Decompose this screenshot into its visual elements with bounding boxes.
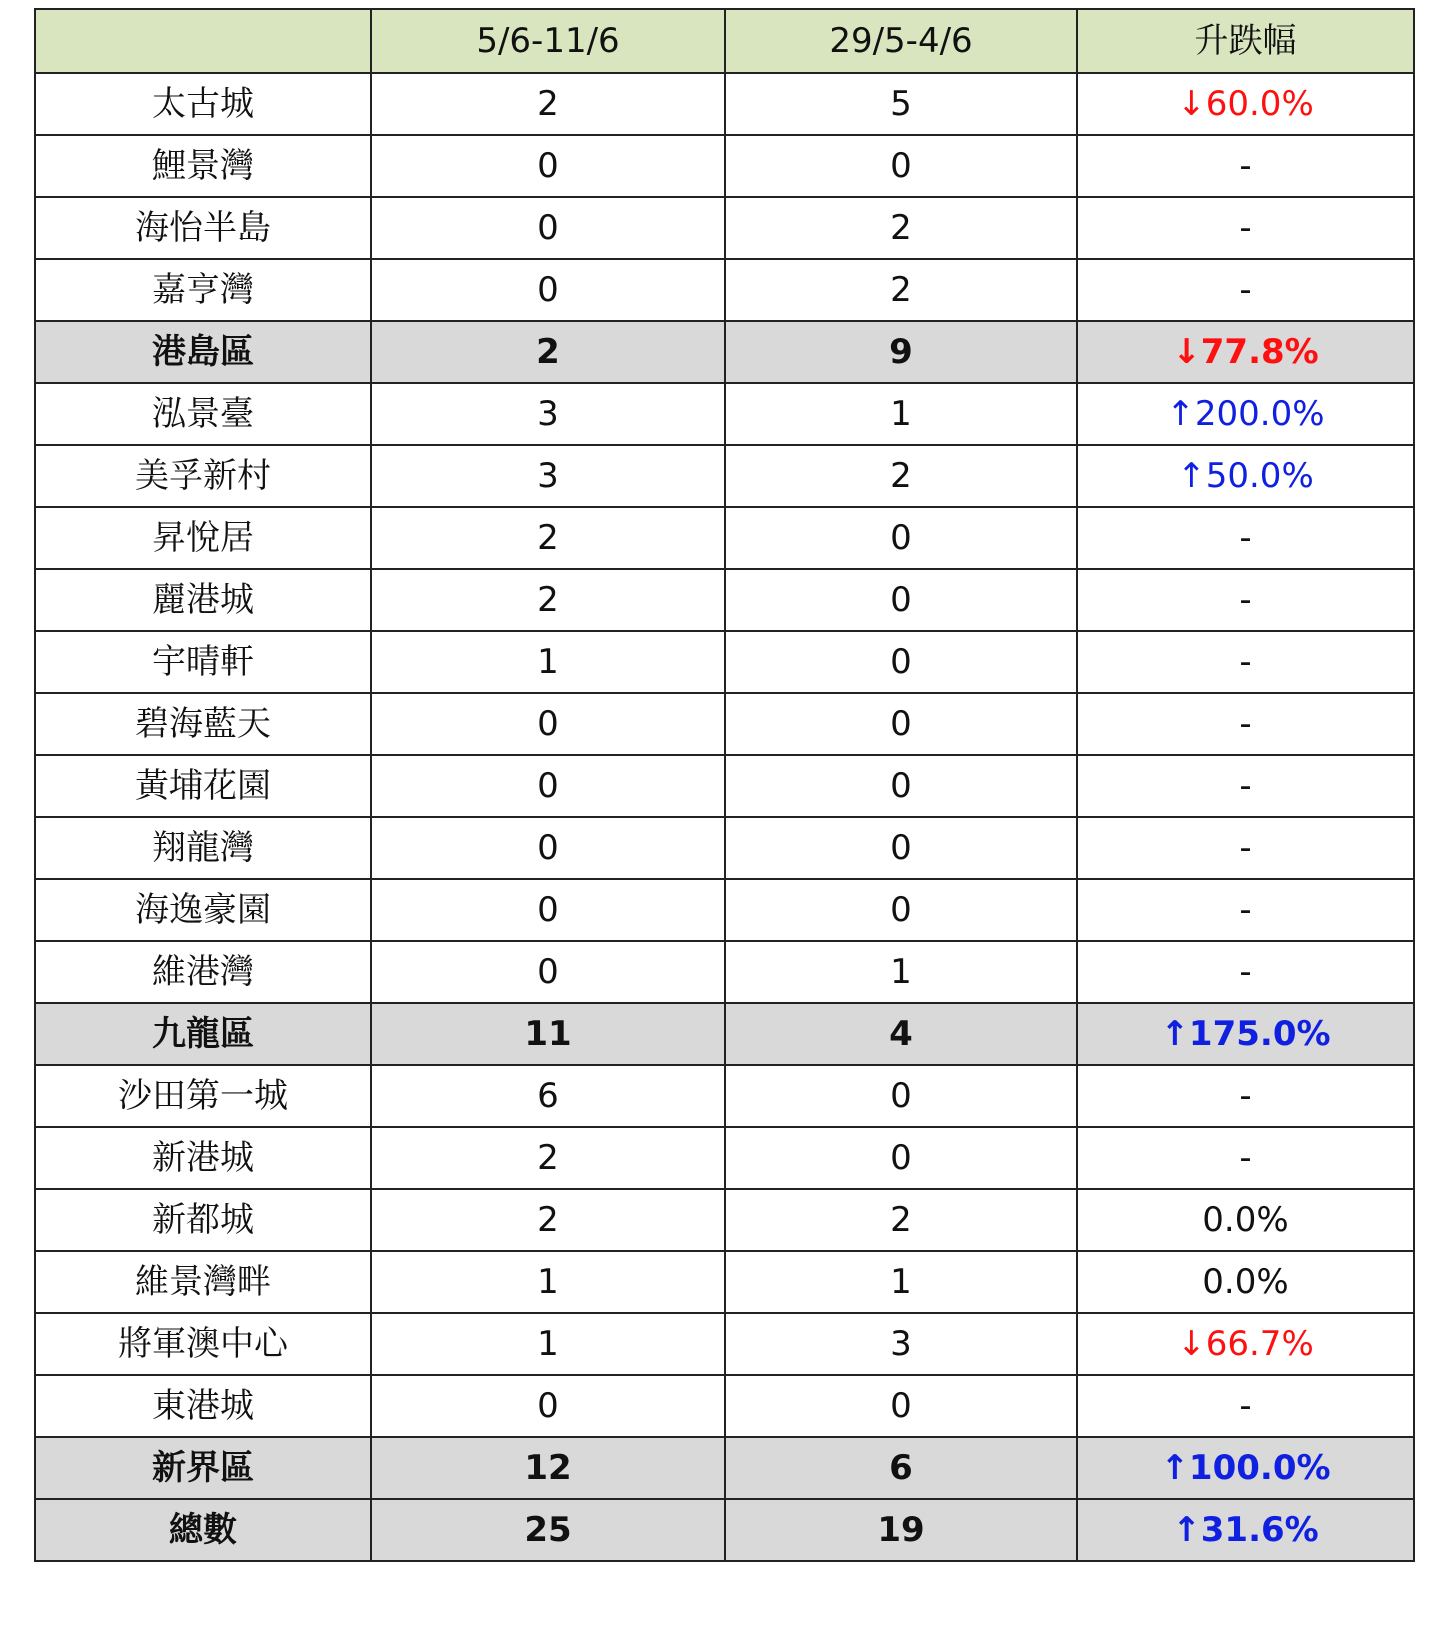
estate-name-cell: 新都城	[35, 1189, 371, 1251]
last-week-count-cell: 2	[725, 445, 1077, 507]
last-week-count-cell: 0	[725, 1127, 1077, 1189]
table-row	[35, 259, 1414, 321]
table-row	[35, 755, 1414, 817]
table-row	[35, 445, 1414, 507]
change-cell: -	[1077, 1127, 1414, 1189]
header-last-week: 29/5-4/6	[725, 9, 1077, 73]
estate-name-cell: 九龍區	[35, 1003, 371, 1065]
this-week-count-cell: 6	[371, 1065, 725, 1127]
this-week-count-cell: 0	[371, 817, 725, 879]
table-row	[35, 879, 1414, 941]
last-week-count-cell: 0	[725, 135, 1077, 197]
this-week-count-cell: 1	[371, 631, 725, 693]
change-cell: -	[1077, 817, 1414, 879]
change-cell: ↑50.0%	[1077, 445, 1414, 507]
this-week-count-cell: 2	[371, 321, 725, 383]
estate-name-cell: 碧海藍天	[35, 693, 371, 755]
estate-name-cell: 宇晴軒	[35, 631, 371, 693]
change-cell: 0.0%	[1077, 1189, 1414, 1251]
this-week-count-cell: 2	[371, 73, 725, 135]
header-change: 升跌幅	[1077, 9, 1414, 73]
this-week-count-cell: 0	[371, 1375, 725, 1437]
change-cell: -	[1077, 1375, 1414, 1437]
estate-name-cell: 港島區	[35, 321, 371, 383]
table-row	[35, 941, 1414, 1003]
subtotal-row	[35, 1003, 1414, 1065]
change-cell: ↑31.6%	[1077, 1499, 1414, 1561]
change-cell: ↑100.0%	[1077, 1437, 1414, 1499]
this-week-count-cell: 0	[371, 197, 725, 259]
table-row	[35, 817, 1414, 879]
table-row	[35, 135, 1414, 197]
change-cell: ↑200.0%	[1077, 383, 1414, 445]
estate-name-cell: 維港灣	[35, 941, 371, 1003]
estate-name-cell: 黃埔花園	[35, 755, 371, 817]
header-row	[35, 9, 1414, 73]
table-row	[35, 1375, 1414, 1437]
last-week-count-cell: 0	[725, 817, 1077, 879]
last-week-count-cell: 0	[725, 507, 1077, 569]
table-row	[35, 73, 1414, 135]
this-week-count-cell: 0	[371, 693, 725, 755]
estate-name-cell: 美孚新村	[35, 445, 371, 507]
estate-name-cell: 昇悅居	[35, 507, 371, 569]
this-week-count-cell: 0	[371, 135, 725, 197]
estate-name-cell: 泓景臺	[35, 383, 371, 445]
change-cell: -	[1077, 631, 1414, 693]
table-row	[35, 569, 1414, 631]
this-week-count-cell: 0	[371, 259, 725, 321]
this-week-count-cell: 1	[371, 1313, 725, 1375]
this-week-count-cell: 2	[371, 569, 725, 631]
this-week-count-cell: 0	[371, 941, 725, 1003]
estate-name-cell: 海逸豪園	[35, 879, 371, 941]
last-week-count-cell: 2	[725, 1189, 1077, 1251]
change-cell: ↑175.0%	[1077, 1003, 1414, 1065]
this-week-count-cell: 12	[371, 1437, 725, 1499]
transaction-table	[34, 8, 1415, 1562]
estate-name-cell: 東港城	[35, 1375, 371, 1437]
change-cell: ↓66.7%	[1077, 1313, 1414, 1375]
table-row	[35, 507, 1414, 569]
header-estate	[35, 9, 371, 73]
last-week-count-cell: 9	[725, 321, 1077, 383]
this-week-count-cell: 0	[371, 879, 725, 941]
change-cell: ↓77.8%	[1077, 321, 1414, 383]
change-cell: -	[1077, 1065, 1414, 1127]
change-cell: -	[1077, 879, 1414, 941]
estate-name-cell: 翔龍灣	[35, 817, 371, 879]
estate-name-cell: 海怡半島	[35, 197, 371, 259]
change-cell: -	[1077, 693, 1414, 755]
estate-name-cell: 總數	[35, 1499, 371, 1561]
last-week-count-cell: 2	[725, 259, 1077, 321]
change-cell: ↓60.0%	[1077, 73, 1414, 135]
this-week-count-cell: 2	[371, 1189, 725, 1251]
last-week-count-cell: 0	[725, 693, 1077, 755]
estate-name-cell: 將軍澳中心	[35, 1313, 371, 1375]
estate-name-cell: 太古城	[35, 73, 371, 135]
this-week-count-cell: 1	[371, 1251, 725, 1313]
last-week-count-cell: 3	[725, 1313, 1077, 1375]
header-this-week: 5/6-11/6	[371, 9, 725, 73]
last-week-count-cell: 4	[725, 1003, 1077, 1065]
last-week-count-cell: 1	[725, 941, 1077, 1003]
table-row	[35, 1065, 1414, 1127]
change-cell: -	[1077, 569, 1414, 631]
last-week-count-cell: 19	[725, 1499, 1077, 1561]
last-week-count-cell: 6	[725, 1437, 1077, 1499]
table-row	[35, 631, 1414, 693]
this-week-count-cell: 3	[371, 445, 725, 507]
table-row	[35, 1127, 1414, 1189]
subtotal-row	[35, 1499, 1414, 1561]
change-cell: -	[1077, 259, 1414, 321]
last-week-count-cell: 0	[725, 1065, 1077, 1127]
table-row	[35, 1313, 1414, 1375]
estate-name-cell: 維景灣畔	[35, 1251, 371, 1313]
last-week-count-cell: 1	[725, 383, 1077, 445]
estate-name-cell: 新界區	[35, 1437, 371, 1499]
table-row	[35, 693, 1414, 755]
estate-name-cell: 鯉景灣	[35, 135, 371, 197]
last-week-count-cell: 0	[725, 631, 1077, 693]
this-week-count-cell: 0	[371, 755, 725, 817]
last-week-count-cell: 0	[725, 1375, 1077, 1437]
last-week-count-cell: 0	[725, 755, 1077, 817]
change-cell: -	[1077, 135, 1414, 197]
last-week-count-cell: 5	[725, 73, 1077, 135]
estate-name-cell: 新港城	[35, 1127, 371, 1189]
change-cell: -	[1077, 507, 1414, 569]
change-cell: -	[1077, 755, 1414, 817]
this-week-count-cell: 2	[371, 507, 725, 569]
estate-name-cell: 麗港城	[35, 569, 371, 631]
estate-name-cell: 嘉亨灣	[35, 259, 371, 321]
this-week-count-cell: 2	[371, 1127, 725, 1189]
change-cell: -	[1077, 197, 1414, 259]
last-week-count-cell: 0	[725, 879, 1077, 941]
change-cell: 0.0%	[1077, 1251, 1414, 1313]
subtotal-row	[35, 321, 1414, 383]
change-cell: -	[1077, 941, 1414, 1003]
table-row	[35, 197, 1414, 259]
last-week-count-cell: 0	[725, 569, 1077, 631]
table-row	[35, 1189, 1414, 1251]
this-week-count-cell: 3	[371, 383, 725, 445]
this-week-count-cell: 25	[371, 1499, 725, 1561]
last-week-count-cell: 1	[725, 1251, 1077, 1313]
this-week-count-cell: 11	[371, 1003, 725, 1065]
table-row	[35, 1251, 1414, 1313]
table-row	[35, 383, 1414, 445]
estate-name-cell: 沙田第一城	[35, 1065, 371, 1127]
subtotal-row	[35, 1437, 1414, 1499]
last-week-count-cell: 2	[725, 197, 1077, 259]
